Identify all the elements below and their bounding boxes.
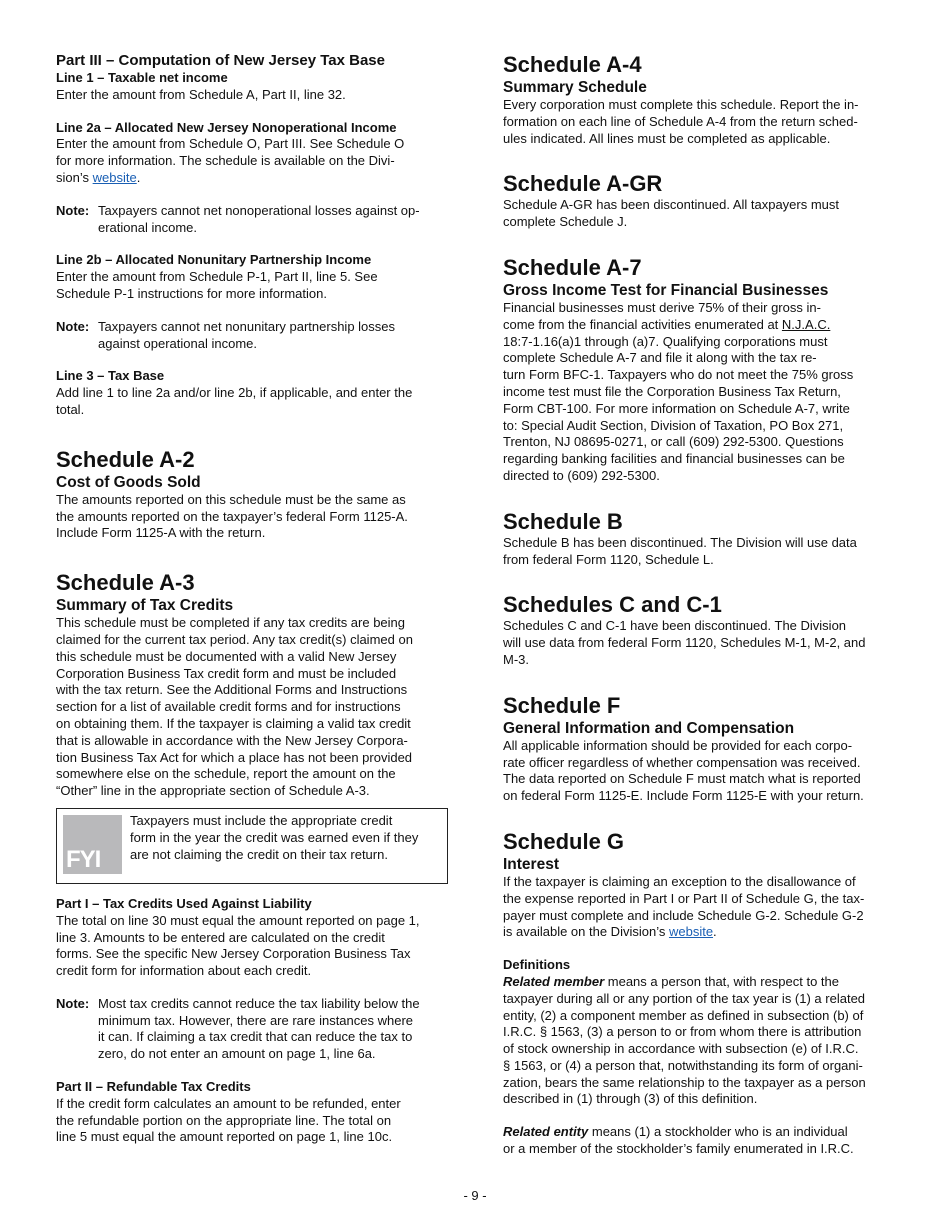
note-credits (56, 996, 448, 1063)
a7-text-2 (503, 317, 895, 334)
definitions-heading: Definitions (503, 957, 571, 973)
schedule-g-subtitle: Interest (503, 855, 559, 873)
note3-line2: minimum tax. However, there are rare instances where (98, 1012, 414, 1028)
schedule-a2-subtitle: Cost of Goods Sold (56, 473, 201, 491)
part2-text-1: If the credit form calculates an amount to be refunded, enter (56, 1095, 401, 1111)
c-text-3: M-3. (503, 651, 529, 667)
a7-text-9: Trenton, NJ 08695-0271, or call (609) 292-5300. Questions (503, 434, 844, 450)
a7-text-7: Form CBT-100. For more information on Schedule A-7, write (503, 400, 850, 416)
a3-text-2: claimed for the current tax period. Any tax credit(s) claimed on (56, 631, 413, 647)
related-entity-text-1: means (1) a stockholder who is an individual (588, 1124, 848, 1140)
related-member-line-4: I.R.C. § 1563, (3) a person to or from whom there is attribution (503, 1024, 862, 1040)
part3-title: Part III – Computation of New Jersey Tax Base (56, 52, 385, 69)
related-entity-line-2: or a member of the stockholder’s family enumerated in I.R.C. (503, 1141, 854, 1157)
note2-line1: Taxpayers cannot net nonunitary partnership losses (98, 318, 396, 334)
schedule-a2-title: Schedule A-2 (56, 446, 195, 472)
fyi-icon (63, 815, 122, 874)
schedule-a3-title: Schedule A-3 (56, 570, 195, 596)
related-member-line-5: of stock ownership in accordance with subsection (e) of I.R.C. (503, 1041, 859, 1057)
a3-text-7: on obtaining them. If the taxpayer is claiming a valid tax credit (56, 715, 411, 731)
related-member-line-2: taxpayer during all or any portion of the tax year is (1) a related (503, 990, 866, 1006)
a7-text-2a: come from the financial activities enumerated at (503, 316, 782, 332)
c-text-1: Schedules C and C-1 have been discontinued. The Division (503, 618, 847, 634)
note1-line2: erational income. (98, 219, 197, 235)
note2-line2: against operational income. (98, 335, 257, 351)
a7-text-4: complete Schedule A-7 and file it along with the tax re- (503, 350, 817, 366)
line2a-text-3: sion’s website. (56, 169, 141, 185)
schedule-agr-title: Schedule A-GR (503, 171, 663, 197)
a3-text-1: This schedule must be completed if any tax credits are being (56, 615, 406, 631)
part1-heading: Part I – Tax Credits Used Against Liability (56, 895, 312, 911)
schedule-g-title: Schedule G (503, 828, 625, 854)
related-member-line-7: zation, bears the same relationship to the taxpayer as a person (503, 1074, 866, 1090)
f-text-2: rate officer regardless of whether compensation was received. (503, 754, 861, 770)
a7-text-11: directed to (609) 292-5300. (503, 467, 660, 483)
a3-text-4: Corporation Business Tax credit form and must be included (56, 665, 397, 681)
note3-line4: zero, do not enter an amount on page 1, line 6a. (98, 1046, 376, 1062)
agr-text-2: complete Schedule J. (503, 214, 628, 230)
f-text-3: The data reported on Schedule F must match what is reported (503, 771, 861, 787)
line3-heading: Line 3 – Tax Base (56, 368, 165, 384)
schedule-a4-subtitle: Summary Schedule (503, 79, 647, 96)
note-partnership (56, 319, 448, 353)
fyi-badge-text: FYI (66, 845, 101, 873)
a7-text-5: turn Form BFC-1. Taxpayers who do not meet the 75% gross (503, 367, 854, 383)
a3-text-6: section for a list of available credit forms and for instructions (56, 699, 401, 715)
a4-text-1: Every corporation must complete this schedule. Report the in- (503, 97, 859, 112)
f-text-4: on federal Form 1125-E. Include Form 1125-E with your return. (503, 788, 864, 804)
left-column (56, 52, 448, 1146)
a2-text-1: The amounts reported on this schedule must be the same as (56, 491, 406, 507)
note3-line3: it can. If claiming a tax credit that can reduce the tax to (98, 1029, 413, 1045)
a2-text-2: the amounts reported on the taxpayer’s federal Form 1125-A. (56, 508, 408, 524)
f-text-1: All applicable information should be provided for each corpo- (503, 737, 853, 753)
g-text-3: payer must complete and include Schedule G-2. Schedule G-2 (503, 907, 864, 923)
part1-text-1: The total on line 30 must equal the amount reported on page 1, (56, 912, 420, 928)
g-text-4: is available on the Division’s website. (503, 924, 717, 940)
schedule-f-subtitle: General Information and Compensation (503, 719, 795, 737)
c-text-2: will use data from federal Form 1120, Schedules M-1, M-2, and (503, 635, 866, 651)
fyi-text-3: are not claiming the credit on their tax return. (130, 846, 388, 862)
note-nonoperational (56, 203, 448, 237)
line2b-text-2: Schedule P-1 instructions for more information. (56, 285, 327, 301)
schedule-a7-title: Schedule A-7 (503, 254, 642, 280)
related-member-text-1: means a person that, with respect to the (604, 973, 840, 989)
agr-text-1: Schedule A-GR has been discontinued. All taxpayers must (503, 197, 840, 213)
a7-text-6: income test must file the Corporation Business Tax Return, (503, 383, 841, 399)
a4-text-3: ules indicated. All lines must be completed as applicable. (503, 130, 831, 146)
line2b-heading: Line 2b – Allocated Nonunitary Partnership Income (56, 252, 372, 268)
right-column (503, 52, 895, 1158)
g-text-4a: is available on the Division’s (503, 924, 669, 940)
related-member-term: Related member (503, 973, 605, 989)
g-text-2: the expense reported in Part I or Part II of Schedule G, the tax- (503, 890, 865, 906)
page-number: - 9 - (463, 1188, 487, 1203)
fyi-box (56, 808, 448, 884)
a2-text-3: Include Form 1125-A with the return. (56, 525, 266, 541)
a7-text-3: 18:7-1.16(a)1 through (a)7. Qualifying corporations must (503, 333, 828, 349)
note-label: Note: (56, 202, 90, 218)
note-label: Note: (56, 995, 90, 1011)
line3-text-1: Add line 1 to line 2a and/or line 2b, if applicable, and enter the (56, 385, 413, 401)
note1-line1: Taxpayers cannot net nonoperational losses against op- (98, 202, 420, 218)
b-text-1: Schedule B has been discontinued. The Division will use data (503, 534, 857, 550)
a7-text-8: to: Special Audit Section, Division of Taxation, PO Box 271, (503, 417, 844, 433)
schedule-a7-subtitle: Gross Income Test for Financial Businesses (503, 281, 829, 299)
part2-text-3: line 5 must equal the amount reported on page 1, line 10c. (56, 1129, 393, 1145)
a3-text-9: tion Business Tax Act for which a place has not been provided (56, 749, 413, 765)
line2a-text-2: for more information. The schedule is available on the Divi- (56, 153, 395, 169)
related-member-line-6: § 1563, or (4) a person that, notwithstanding its form of organi- (503, 1057, 863, 1073)
related-member-line-8: described in (1) through (3) of this definition. (503, 1091, 758, 1107)
line2a-text-3a: sion’s (56, 169, 93, 185)
part2-heading: Part II – Refundable Tax Credits (56, 1079, 251, 1095)
part1-text-4: credit form for information about each credit. (56, 963, 312, 979)
fyi-text-1: Taxpayers must include the appropriate credit (130, 812, 393, 828)
schedule-a4-title: Schedule A-4 (503, 52, 642, 77)
note3-line1: Most tax credits cannot reduce the tax liability below the (98, 995, 420, 1011)
related-entity-line-1 (503, 1124, 895, 1141)
line2a-heading: Line 2a – Allocated New Jersey Nonoperational Income (56, 119, 397, 135)
fyi-text-2: form in the year the credit was earned even if they (130, 829, 419, 845)
line1-text: Enter the amount from Schedule A, Part II, line 32. (56, 86, 346, 102)
schedule-f-title: Schedule F (503, 692, 621, 718)
a3-text-10: somewhere else on the schedule, report the amount on the (56, 766, 396, 782)
njac-reference: N.J.A.C. (781, 316, 831, 332)
line3-text-2: total. (56, 401, 85, 417)
part1-text-3: forms. See the specific New Jersey Corporation Business Tax (56, 946, 411, 962)
note-label: Note: (56, 318, 90, 334)
a7-text-10: regarding banking facilities and financial businesses can be (503, 451, 845, 467)
related-entity-term: Related entity (503, 1124, 589, 1140)
g-text-1: If the taxpayer is claiming an exception to the disallowance of (503, 873, 856, 889)
part1-text-2: line 3. Amounts to be entered are calculated on the credit (56, 929, 385, 945)
a3-text-3: this schedule must be documented with a valid New Jersey (56, 648, 397, 664)
line2b-text-1: Enter the amount from Schedule P-1, Part II, line 5. See (56, 269, 378, 285)
website-link[interactable]: website (92, 169, 137, 185)
a7-text-1: Financial businesses must derive 75% of their gross in- (503, 299, 821, 315)
a3-text-11: “Other” line in the appropriate section of Schedule A-3. (56, 783, 370, 799)
related-member-line-3: entity, (2) a component member as defined in subsection (b) of (503, 1007, 864, 1023)
a3-text-8: that is allowable in accordance with the New Jersey Corpora- (56, 732, 408, 748)
b-text-2: from federal Form 1120, Schedule L. (503, 551, 714, 567)
related-member-line-1 (503, 974, 895, 991)
a3-text-5: with the tax return. See the Additional Forms and Instructions (56, 682, 408, 698)
website-link[interactable]: website (668, 924, 714, 940)
schedule-b-title: Schedule B (503, 508, 623, 534)
line1-heading: Line 1 – Taxable net income (56, 70, 228, 85)
line2a-text-1: Enter the amount from Schedule O, Part III. See Schedule O (56, 136, 405, 152)
schedule-a3-subtitle: Summary of Tax Credits (56, 597, 234, 615)
schedule-c-title: Schedules C and C-1 (503, 592, 722, 618)
a4-text-2: formation on each line of Schedule A-4 from the return sched- (503, 113, 858, 129)
part2-text-2: the refundable portion on the appropriate line. The total on (56, 1112, 392, 1128)
